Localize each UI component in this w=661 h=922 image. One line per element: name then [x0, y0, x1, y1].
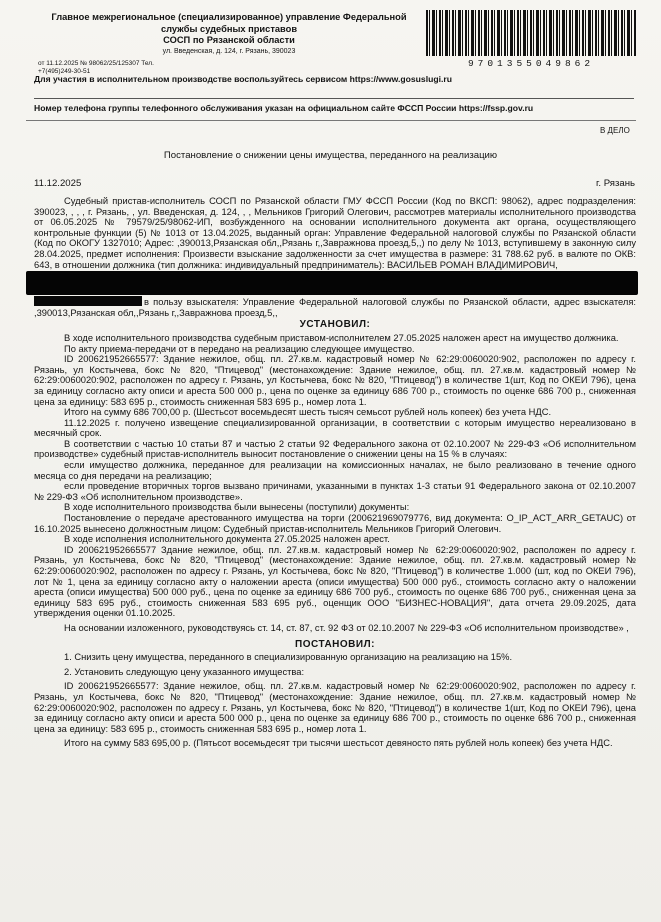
paragraph: В ходе исполнительного производства были вынесены (поступили) документы:	[64, 502, 410, 513]
document-body	[34, 196, 636, 749]
department-line: службы судебных приставов	[160, 23, 298, 34]
barcode-number: 9701355049862	[467, 58, 595, 69]
paragraph: 2. Установить следующую цену указанного имущества:	[64, 666, 305, 677]
paragraph: ID 200621952665577: Здание нежилое, общ. пл. 27.кв.м. кадастровый номер № 62:29:0060020:902, расположен по адресу г. Рязань, ул Костычева, бокс № 820, "Птицевод" (местонахождение: Здание нежилое, общ. пл. 27.кв.м. кадастровый номер № 62:29:0060020:902, расположен по адресу г. Рязань, ул Костычева, бокс № 820, "Птицевод") в количестве 1(шт, Код по ОКЕИ 796), цена за единицу согласно акту описи и ареста 500 000 р., цена по оценке за единицу 686 700 р., стоимость по оценке 686 700 р., сниженная цена за единицу: 583 695 р., стоимость сниженная 583 695 р., номер лота 1.	[34, 354, 636, 407]
creditor-text: в пользу взыскателя: Управление Федеральной налоговой службы по Рязанской области, адрес взыскателя: ,390013,Рязанская обл,,Рязань г,,Завражнова проезд,5,,	[34, 297, 636, 318]
intro-paragraph: Судебный пристав-исполнитель СОСП по Рязанской области ГМУ ФССП России (Код по ВКСП: 98062), адрес подразделения: 390023, , , , г. Рязань, , ул. Введенская, д. 124, , , Мельников Григорий Олегович, рассмотрев материалы исполнительного производства от 06.05.2025 № 79579/25/98062-ИП, возбужденного на основании исполнительного документа акт органа, осуществляющего контрольные функции (5) № 1013 от 13.04.2025, выданный орган: Управление Федеральной налоговой службы по Рязанской области (Код по ОКОГУ 1327010; Адрес: ,390013,Рязанская обл,,Рязань г,,Завражнова проезд,5,,) по делу № 1013, вступившему в законную силу 28.04.2025, предмет исполнения: Произвести взыскание задолженности за счет имущества в размере: 31 788.62 руб. в валюте по ОКВ: 643, в отношении должника (тип должника: индивидуальный предприниматель): ВАСИЛЬЕВ РОМАН ВЛАДИМИРОВИЧ,	[34, 196, 636, 270]
paragraph: 11.12.2025 г. получено извещение специализированной организации, в соответствии с которым имущество нереализовано в месячный срок.	[34, 417, 636, 439]
document-city: г. Рязань	[596, 178, 635, 189]
paragraph: По акту приема-передачи от в передано на реализацию следующее имущество.	[64, 343, 415, 354]
department-name	[38, 12, 420, 56]
redaction-bar	[26, 271, 638, 295]
postanovil-heading: ПОСТАНОВИЛ:	[295, 638, 375, 650]
gosuslugi-notice: Для участия в исполнительном производстве воспользуйтесь сервисом https://www.gosuslugi.ru	[34, 74, 452, 84]
paragraph: если проведение вторичных торгов вызвано причинами, указанными в пунктах 1-3 статьи 91 Федерального закона от 02.10.2007 № 229-ФЗ «Об исполнительном производстве».	[34, 481, 636, 502]
creditor-paragraph	[34, 296, 636, 318]
department-line: СОСП по Рязанской области	[163, 35, 295, 45]
paragraph: если имущество должника, переданное для реализации на комиссионных началах, не было реализовано в течение одного месяца со дня передачи на реализацию;	[34, 460, 636, 481]
ustanovil-heading: УСТАНОВИЛ:	[299, 319, 371, 331]
paragraph: Постановление о передаче арестованного имущества на торги (200621969079776, вид документа: O_IP_ACT_ARR_GETAUC) от 16.10.2025 вынесено должностным лицом: Судебный пристав-исполнитель Мельников Григорий Олегович.	[34, 513, 636, 534]
letterhead	[26, 8, 636, 121]
document-title: Постановление о снижении цены имущества, переданного на реализацию	[163, 150, 498, 161]
reference-number: от 11.12.2025 № 98062/25/125307 Тел. +7(495)249-30-51	[38, 60, 154, 75]
paragraph: В соответствии с частью 10 статьи 87 и частью 2 статьи 92 Федерального закона от 02.10.2007 № 229-ФЗ «Об исполнительном производстве» судебный пристав-исполнитель выносит постановление о снижении цены на 15 % в случаях:	[34, 438, 636, 460]
department-line: Главное межрегиональное (специализированное) управление Федеральной	[51, 12, 407, 22]
paragraph: Итого на сумму 583 695,00 р. (Пятьсот восемьдесят три тысячи шестьсот девяносто пять рублей ноль копеек) без учета НДС.	[64, 738, 613, 749]
to-case-stamp: В ДЕЛО	[600, 126, 630, 135]
paragraph: На основании изложенного, руководствуясь ст. 14, ст. 87, ст. 92 ФЗ от 02.10.2007 № 229-ФЗ «Об исполнительном производстве» ,	[64, 622, 629, 633]
paragraph: ID 200621952665577 Здание нежилое, общ. пл. 27.кв.м. кадастровый номер № 62:29:0060020:902, расположен по адресу г. Рязань, ул Костычева, бокс № 820, "Птицевод" (местонахождение: Здание нежилое, общ. пл. 27.кв.м. кадастровый номер № 62:29:0060020:902, расположен по адресу г. Рязань, ул Костычева, бокс № 820, "Птицевод") в количестве 1.000 (шт, код по ОКЕИ 796), лот № 1, цена за единицу согласно акту о наложении ареста (описи имущества) 500 000 руб., стоимость согласно акту о наложении ареста (описи имущества) 500 000 руб., цена по оценке за единицу 686 700 руб., стоимость по оценке 686 700 руб., сниженная цена за единицу 583 695 руб., стоимость сниженная 583 695 руб., оценщик ООО "БИЗНЕС-НОВАЦИЯ", дата отчета 29.09.2025, дата утверждения оценки 01.10.2025.	[34, 544, 636, 619]
document-date: 11.12.2025	[34, 178, 82, 189]
paragraph: В ходе исполнения исполнительного документа 27.05.2025 наложен арест.	[64, 534, 390, 545]
paragraph: Итого на сумму 686 700,00 р. (Шестьсот восемьдесят шесть тысяч семьсот рублей ноль копеек) без учета НДС.	[64, 407, 552, 418]
paragraph: 1. Снизить цену имущества, переданного в специализированную организацию на реализацию на 15%.	[64, 652, 513, 663]
department-address: ул. Введенская, д. 124, г. Рязань, 390023	[162, 47, 296, 55]
phone-notice: Номер телефона группы телефонного обслуживания указан на официальном сайте ФССП России https://fssp.gov.ru	[34, 98, 634, 114]
barcode	[426, 10, 636, 56]
paragraph: В ходе исполнительного производства судебным приставом-исполнителем 27.05.2025 наложен арест на имущество должника.	[64, 332, 619, 343]
redaction-inline	[34, 296, 142, 306]
paragraph: ID 200621952665577: Здание нежилое, общ. пл. 27.кв.м. кадастровый номер № 62:29:0060020:902, расположен по адресу г. Рязань, ул Костычева, бокс № 820, "Птицевод" (местонахождение: Здание нежилое, общ. пл. 27.кв.м. кадастровый номер № 62:29:0060020:902, расположен по адресу г. Рязань, ул Костычева, бокс № 820, "Птицевод") в количестве 1(шт, Код по ОКЕИ 796), цена за единицу согласно акту описи и ареста 500 000 р., цена по оценке за единицу 686 700 р., стоимость по оценке 686 700 р., сниженная цена за единицу: 583 695 р., стоимость сниженная 583 695 р., номер лота 1.	[34, 681, 636, 734]
